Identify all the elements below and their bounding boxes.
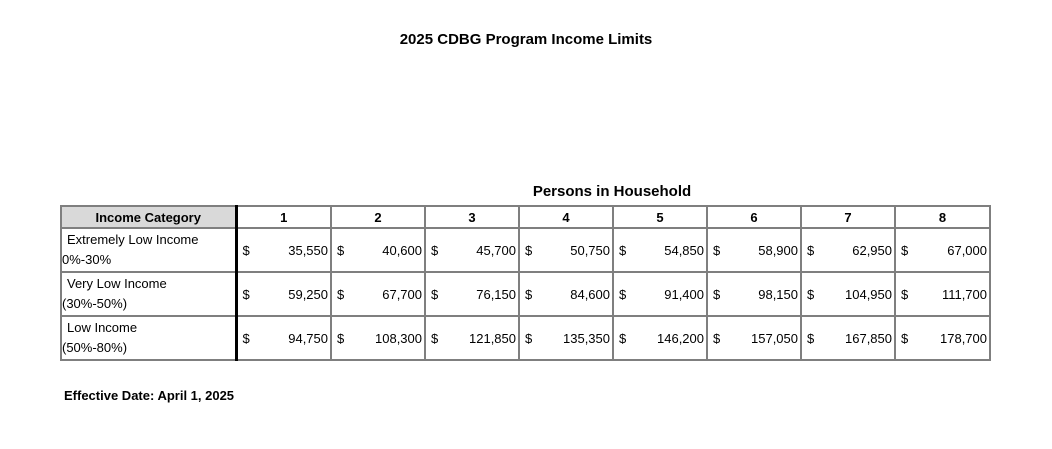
income-limit-value: 76,150 (476, 286, 516, 302)
income-limit-value: 146,200 (657, 330, 704, 346)
income-limit-cell (425, 316, 519, 360)
income-limit-value: 135,350 (563, 330, 610, 346)
currency-symbol: $ (525, 330, 533, 346)
income-limit-value: 59,250 (288, 286, 328, 302)
income-limit-cell (801, 272, 895, 316)
income-category-cell (61, 228, 236, 272)
income-category-cell (61, 272, 236, 316)
currency-symbol: $ (713, 286, 721, 302)
currency-symbol: $ (619, 242, 627, 258)
income-limit-cell (331, 272, 425, 316)
income-limit-cell (236, 272, 331, 316)
income-limit-value: 111,700 (941, 286, 987, 302)
household-size-header: 5 (613, 206, 707, 228)
income-limit-value: 54,850 (664, 242, 704, 258)
income-limit-value: 121,850 (469, 330, 516, 346)
income-limit-cell (236, 316, 331, 360)
income-limit-cell (707, 228, 801, 272)
income-limit-cell (519, 316, 613, 360)
income-limit-cell (895, 316, 990, 360)
income-limit-cell (331, 316, 425, 360)
table-row (61, 316, 990, 360)
income-limit-cell (519, 272, 613, 316)
currency-symbol: $ (901, 242, 909, 258)
income-limit-value: 58,900 (758, 242, 798, 258)
income-limit-cell (425, 228, 519, 272)
income-limit-cell (331, 228, 425, 272)
income-limit-value: 35,550 (288, 242, 328, 258)
category-name: Low Income (67, 320, 138, 335)
effective-date: Effective Date: April 1, 2025 (64, 388, 235, 403)
currency-symbol: $ (619, 330, 627, 346)
category-name: Extremely Low Income (67, 232, 199, 247)
currency-symbol: $ (713, 242, 721, 258)
household-size-header: 8 (895, 206, 990, 228)
income-limit-cell (613, 228, 707, 272)
currency-symbol: $ (807, 242, 815, 258)
currency-symbol: $ (525, 286, 533, 302)
income-limit-cell (707, 272, 801, 316)
income-limit-value: 40,600 (382, 242, 422, 258)
income-limit-cell (801, 228, 895, 272)
income-limit-value: 178,700 (940, 330, 987, 346)
household-size-header: 1 (236, 206, 331, 228)
currency-symbol: $ (901, 286, 909, 302)
currency-symbol: $ (807, 286, 815, 302)
category-range: 0%-30% (62, 252, 112, 267)
category-range: (50%-80%) (62, 340, 128, 355)
income-limit-value: 84,600 (570, 286, 610, 302)
income-limit-value: 167,850 (845, 330, 892, 346)
currency-symbol: $ (619, 286, 627, 302)
income-limit-value: 91,400 (664, 286, 704, 302)
income-limit-value: 98,150 (758, 286, 798, 302)
income-limit-cell (519, 228, 613, 272)
table-header-row (61, 206, 990, 228)
document-title: 2025 CDBG Program Income Limits (399, 31, 653, 48)
currency-symbol: $ (337, 286, 345, 302)
currency-symbol: $ (431, 330, 439, 346)
income-limit-value: 157,050 (751, 330, 798, 346)
income-limit-value: 50,750 (570, 242, 610, 258)
currency-symbol: $ (337, 242, 345, 258)
currency-symbol: $ (337, 330, 345, 346)
income-limits-table (60, 205, 991, 361)
currency-symbol: $ (431, 286, 439, 302)
household-size-header: 3 (425, 206, 519, 228)
household-size-header: 2 (331, 206, 425, 228)
currency-symbol: $ (525, 242, 533, 258)
income-limit-cell (895, 272, 990, 316)
income-category-cell (61, 316, 236, 360)
income-limit-cell (236, 228, 331, 272)
income-limit-value: 62,950 (852, 242, 892, 258)
income-limit-value: 67,700 (382, 286, 422, 302)
income-limit-value: 104,950 (845, 286, 892, 302)
category-range: (30%-50%) (62, 296, 128, 311)
income-limit-value: 94,750 (288, 330, 328, 346)
currency-symbol: $ (431, 242, 439, 258)
income-limit-cell (707, 316, 801, 360)
currency-symbol: $ (242, 286, 250, 302)
income-limit-value: 67,000 (947, 242, 987, 258)
household-size-header: 4 (519, 206, 613, 228)
income-limit-cell (895, 228, 990, 272)
income-limit-value: 108,300 (375, 330, 422, 346)
currency-symbol: $ (242, 330, 250, 346)
category-name: Very Low Income (67, 276, 167, 291)
household-size-header: 7 (801, 206, 895, 228)
persons-in-household-header: Persons in Household (532, 183, 692, 200)
income-limit-cell (613, 272, 707, 316)
table-row (61, 272, 990, 316)
income-limit-cell (613, 316, 707, 360)
income-limit-cell (425, 272, 519, 316)
table-row (61, 228, 990, 272)
currency-symbol: $ (713, 330, 721, 346)
household-size-header: 6 (707, 206, 801, 228)
income-limit-value: 45,700 (476, 242, 516, 258)
income-category-header: Income Category (61, 206, 236, 228)
currency-symbol: $ (807, 330, 815, 346)
currency-symbol: $ (901, 330, 909, 346)
currency-symbol: $ (242, 242, 250, 258)
income-limit-cell (801, 316, 895, 360)
